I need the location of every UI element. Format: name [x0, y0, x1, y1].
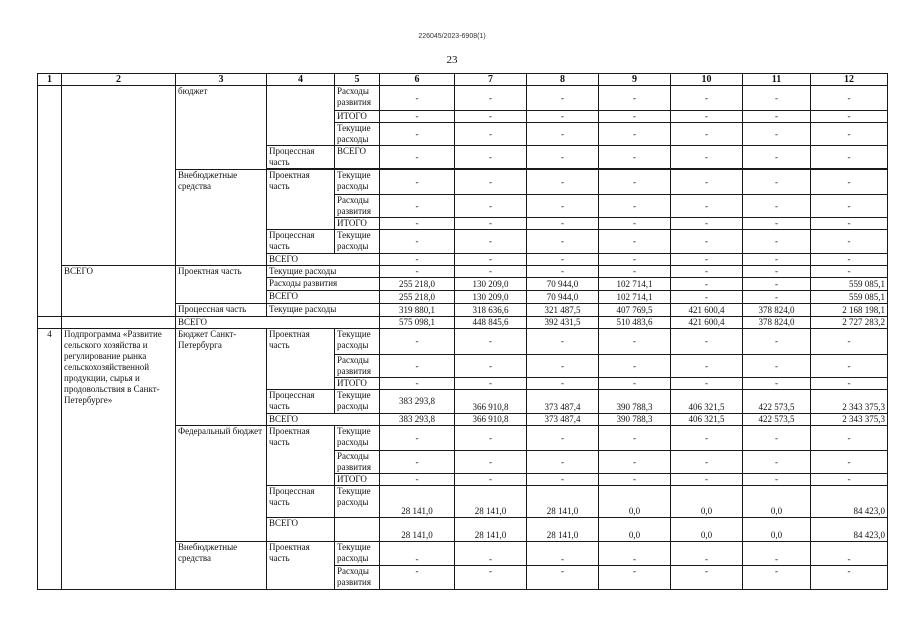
source-cell: бюджет: [176, 86, 267, 170]
value-cell: -: [671, 291, 743, 304]
value-cell: -: [743, 474, 811, 486]
value-cell: -: [527, 195, 599, 218]
value-cell: -: [599, 218, 671, 230]
value-cell: -: [455, 426, 527, 451]
value-cell: 0,0: [671, 518, 743, 542]
type-cell: Расходы развития: [335, 195, 380, 218]
value-cell: -: [811, 146, 888, 169]
value-cell: -: [599, 86, 671, 111]
value-cell: 0,0: [743, 486, 811, 518]
value-cell: -: [743, 123, 811, 146]
value-cell: 28 141,0: [380, 518, 455, 542]
type-cell: Расходы развития: [335, 355, 380, 378]
value-cell: -: [380, 146, 455, 169]
value-cell: -: [380, 218, 455, 230]
value-cell: -: [527, 378, 599, 390]
part-cell: Проектная часть: [176, 266, 267, 304]
table-row: [38, 266, 888, 278]
value-cell: 0,0: [743, 518, 811, 542]
program-cell: [62, 86, 176, 266]
value-cell: -: [455, 195, 527, 218]
col-header: 8: [527, 74, 599, 86]
type-cell: Текущие расходы: [335, 170, 380, 195]
value-cell: -: [811, 566, 888, 590]
value-cell: -: [811, 426, 888, 451]
type-cell: Текущие расходы: [335, 230, 380, 254]
type-cell: ВСЕГО: [267, 414, 380, 426]
value-cell: -: [527, 123, 599, 146]
type-cell: Расходы развития: [335, 566, 380, 590]
value-cell: -: [599, 195, 671, 218]
value-cell: -: [743, 378, 811, 390]
value-cell: -: [455, 146, 527, 169]
value-cell: -: [743, 426, 811, 451]
value-cell: -: [811, 195, 888, 218]
value-cell: -: [455, 542, 527, 566]
value-cell: -: [380, 542, 455, 566]
value-cell: -: [743, 291, 811, 304]
value-cell: 575 098,1: [380, 317, 455, 329]
part-cell: Проектная часть: [267, 329, 335, 390]
value-cell: -: [527, 254, 599, 266]
value-cell: -: [455, 230, 527, 254]
row-number-cell: [38, 86, 62, 317]
value-cell: -: [380, 451, 455, 474]
value-cell: -: [599, 426, 671, 451]
value-cell: 102 714,1: [599, 291, 671, 304]
value-cell: 2 343 375,3: [811, 414, 888, 426]
value-cell: 406 321,5: [671, 390, 743, 414]
type-cell: Текущие расходы: [335, 426, 380, 451]
value-cell: -: [671, 170, 743, 195]
type-cell: Текущие расходы: [335, 390, 380, 414]
value-cell: 70 944,0: [527, 291, 599, 304]
value-cell: -: [599, 146, 671, 169]
value-cell: -: [599, 266, 671, 278]
value-cell: 378 824,0: [743, 304, 811, 317]
value-cell: -: [599, 329, 671, 355]
value-cell: -: [671, 542, 743, 566]
type-cell: ВСЕГО: [267, 518, 335, 542]
value-cell: -: [743, 230, 811, 254]
part-cell: Процессная часть: [176, 304, 267, 317]
part-cell: Проектная часть: [267, 426, 335, 486]
value-cell: 84 423,0: [811, 518, 888, 542]
value-cell: 255 218,0: [380, 291, 455, 304]
value-cell: -: [671, 218, 743, 230]
value-cell: 378 824,0: [743, 317, 811, 329]
value-cell: -: [811, 474, 888, 486]
table-row: [38, 329, 888, 355]
value-cell: -: [380, 170, 455, 195]
part-cell: Процессная часть: [267, 146, 335, 169]
value-cell: -: [527, 266, 599, 278]
value-cell: -: [743, 542, 811, 566]
type-cell: ИТОГО: [335, 378, 380, 390]
value-cell: -: [380, 426, 455, 451]
value-cell: 2 343 375,3: [811, 390, 888, 414]
source-cell: Внебюджетные средства: [176, 170, 267, 266]
value-cell: -: [671, 146, 743, 169]
type-cell: ВСЕГО: [335, 146, 380, 169]
value-cell: -: [671, 426, 743, 451]
value-cell: -: [455, 254, 527, 266]
program-cell: Подпрограмма «Развитие сельского хозяйства и регулирование рынка сельскохозяйственной продукции, сырья и продовольствия в Санкт-Петербурге»: [62, 329, 176, 590]
value-cell: -: [743, 566, 811, 590]
value-cell: -: [811, 451, 888, 474]
value-cell: -: [380, 474, 455, 486]
value-cell: -: [599, 542, 671, 566]
value-cell: -: [527, 86, 599, 111]
value-cell: 406 321,5: [671, 414, 743, 426]
type-cell: Расходы развития: [335, 451, 380, 474]
value-cell: 319 880,1: [380, 304, 455, 317]
table-row: [38, 86, 888, 111]
value-cell: -: [527, 474, 599, 486]
value-cell: 366 910,8: [455, 390, 527, 414]
value-cell: -: [671, 111, 743, 123]
value-cell: -: [380, 378, 455, 390]
value-cell: 28 141,0: [455, 518, 527, 542]
value-cell: 383 293,8: [380, 390, 455, 414]
value-cell: -: [811, 254, 888, 266]
value-cell: -: [743, 278, 811, 291]
part-cell: Процессная часть: [267, 486, 335, 518]
value-cell: -: [527, 426, 599, 451]
value-cell: -: [455, 474, 527, 486]
value-cell: -: [811, 355, 888, 378]
type-cell: ВСЕГО: [267, 254, 380, 266]
row-number-cell: 4: [38, 329, 62, 590]
value-cell: -: [455, 218, 527, 230]
value-cell: 130 209,0: [455, 291, 527, 304]
value-cell: -: [811, 266, 888, 278]
col-header: 10: [671, 74, 743, 86]
value-cell: -: [671, 474, 743, 486]
value-cell: -: [527, 111, 599, 123]
value-cell: 28 141,0: [527, 486, 599, 518]
value-cell: 559 085,1: [811, 291, 888, 304]
source-cell: Бюджет Санкт-Петербурга: [176, 329, 267, 426]
col-header: 12: [811, 74, 888, 86]
value-cell: -: [455, 86, 527, 111]
value-cell: -: [527, 566, 599, 590]
value-cell: -: [671, 378, 743, 390]
col-header: 5: [335, 74, 380, 86]
value-cell: 0,0: [599, 518, 671, 542]
value-cell: -: [743, 329, 811, 355]
value-cell: -: [380, 230, 455, 254]
value-cell: -: [811, 218, 888, 230]
value-cell: 421 600,4: [671, 317, 743, 329]
value-cell: 366 910,8: [455, 414, 527, 426]
type-cell: ИТОГО: [335, 474, 380, 486]
value-cell: -: [380, 86, 455, 111]
value-cell: -: [743, 254, 811, 266]
value-cell: -: [380, 329, 455, 355]
value-cell: -: [527, 146, 599, 169]
value-cell: -: [455, 111, 527, 123]
value-cell: -: [599, 111, 671, 123]
value-cell: 390 788,3: [599, 390, 671, 414]
value-cell: -: [380, 195, 455, 218]
value-cell: -: [743, 218, 811, 230]
page-number: 23: [446, 54, 458, 66]
value-cell: 318 636,6: [455, 304, 527, 317]
type-cell: [335, 518, 380, 542]
value-cell: -: [811, 86, 888, 111]
budget-table: [37, 73, 888, 590]
value-cell: -: [455, 266, 527, 278]
col-header: 9: [599, 74, 671, 86]
value-cell: -: [811, 329, 888, 355]
value-cell: -: [811, 230, 888, 254]
value-cell: -: [380, 111, 455, 123]
value-cell: 421 600,4: [671, 304, 743, 317]
value-cell: 448 845,6: [455, 317, 527, 329]
value-cell: -: [671, 254, 743, 266]
value-cell: -: [811, 123, 888, 146]
value-cell: 407 769,5: [599, 304, 671, 317]
value-cell: -: [599, 170, 671, 195]
value-cell: -: [527, 355, 599, 378]
value-cell: 102 714,1: [599, 278, 671, 291]
value-cell: -: [671, 86, 743, 111]
value-cell: -: [380, 355, 455, 378]
value-cell: -: [455, 123, 527, 146]
value-cell: 392 431,5: [527, 317, 599, 329]
value-cell: 422 573,5: [743, 390, 811, 414]
value-cell: 0,0: [599, 486, 671, 518]
program-cell: [62, 317, 176, 329]
value-cell: -: [743, 195, 811, 218]
value-cell: -: [671, 566, 743, 590]
value-cell: 70 944,0: [527, 278, 599, 291]
value-cell: 383 293,8: [380, 414, 455, 426]
value-cell: 2 727 283,2: [811, 317, 888, 329]
col-header: 7: [455, 74, 527, 86]
value-cell: -: [599, 230, 671, 254]
value-cell: 0,0: [671, 486, 743, 518]
value-cell: 28 141,0: [527, 518, 599, 542]
value-cell: 422 573,5: [743, 414, 811, 426]
value-cell: -: [811, 378, 888, 390]
value-cell: -: [527, 170, 599, 195]
value-cell: -: [671, 451, 743, 474]
value-cell: -: [599, 451, 671, 474]
value-cell: -: [599, 254, 671, 266]
value-cell: -: [527, 542, 599, 566]
value-cell: -: [527, 329, 599, 355]
type-cell: Текущие расходы: [267, 266, 380, 278]
value-cell: -: [455, 451, 527, 474]
value-cell: -: [743, 451, 811, 474]
source-cell: Федеральный бюджет: [176, 426, 267, 542]
value-cell: -: [455, 355, 527, 378]
value-cell: -: [671, 278, 743, 291]
type-cell: Расходы развития: [267, 278, 380, 291]
type-cell: Текущие расходы: [335, 329, 380, 355]
value-cell: -: [671, 195, 743, 218]
col-header: 1: [38, 74, 62, 86]
value-cell: -: [743, 111, 811, 123]
value-cell: -: [527, 451, 599, 474]
col-header: 6: [380, 74, 455, 86]
value-cell: -: [599, 378, 671, 390]
table-header-row: [38, 74, 888, 86]
value-cell: -: [743, 146, 811, 169]
part-cell: Процессная часть: [267, 390, 335, 414]
value-cell: 28 141,0: [380, 486, 455, 518]
value-cell: -: [671, 123, 743, 146]
value-cell: 84 423,0: [811, 486, 888, 518]
type-cell: ВСЕГО: [176, 317, 380, 329]
value-cell: 373 487,4: [527, 414, 599, 426]
value-cell: -: [743, 86, 811, 111]
value-cell: -: [811, 111, 888, 123]
part-cell: Проектная часть: [267, 542, 335, 590]
total-label-cell: ВСЕГО: [62, 266, 176, 317]
col-header: 3: [176, 74, 267, 86]
value-cell: -: [527, 218, 599, 230]
value-cell: -: [599, 355, 671, 378]
value-cell: -: [527, 230, 599, 254]
value-cell: 373 487,4: [527, 390, 599, 414]
col-header: 11: [743, 74, 811, 86]
value-cell: 2 168 198,1: [811, 304, 888, 317]
value-cell: -: [743, 355, 811, 378]
type-cell: Расходы развития: [335, 86, 380, 111]
value-cell: -: [599, 566, 671, 590]
value-cell: 510 483,6: [599, 317, 671, 329]
document-id: 226045/2023-6908(1): [418, 33, 486, 40]
value-cell: -: [743, 266, 811, 278]
value-cell: 321 487,5: [527, 304, 599, 317]
value-cell: -: [455, 566, 527, 590]
value-cell: -: [455, 170, 527, 195]
type-cell: ИТОГО: [335, 111, 380, 123]
value-cell: -: [811, 170, 888, 195]
col-header: 4: [267, 74, 335, 86]
part-cell: Проектная часть: [267, 170, 335, 230]
value-cell: 255 218,0: [380, 278, 455, 291]
part-cell: Процессная часть: [267, 230, 335, 254]
value-cell: 130 209,0: [455, 278, 527, 291]
value-cell: -: [671, 329, 743, 355]
value-cell: 390 788,3: [599, 414, 671, 426]
value-cell: -: [380, 123, 455, 146]
type-cell: Текущие расходы: [335, 486, 380, 518]
type-cell: ИТОГО: [335, 218, 380, 230]
source-cell: Внебюджетные средства: [176, 542, 267, 590]
type-cell: Текущие расходы: [267, 304, 380, 317]
table-row: [38, 317, 888, 329]
value-cell: 28 141,0: [455, 486, 527, 518]
value-cell: -: [380, 254, 455, 266]
value-cell: -: [743, 170, 811, 195]
value-cell: -: [455, 378, 527, 390]
value-cell: -: [671, 230, 743, 254]
value-cell: 559 085,1: [811, 278, 888, 291]
part-cell: [267, 86, 335, 146]
type-cell: Текущие расходы: [335, 542, 380, 566]
col-header: 2: [62, 74, 176, 86]
value-cell: -: [811, 542, 888, 566]
value-cell: -: [455, 329, 527, 355]
row-number-cell: [38, 317, 62, 329]
value-cell: -: [671, 266, 743, 278]
value-cell: -: [599, 474, 671, 486]
type-cell: ВСЕГО: [267, 291, 380, 304]
value-cell: -: [380, 266, 455, 278]
value-cell: -: [599, 123, 671, 146]
value-cell: -: [671, 355, 743, 378]
type-cell: Текущие расходы: [335, 123, 380, 146]
value-cell: -: [380, 566, 455, 590]
